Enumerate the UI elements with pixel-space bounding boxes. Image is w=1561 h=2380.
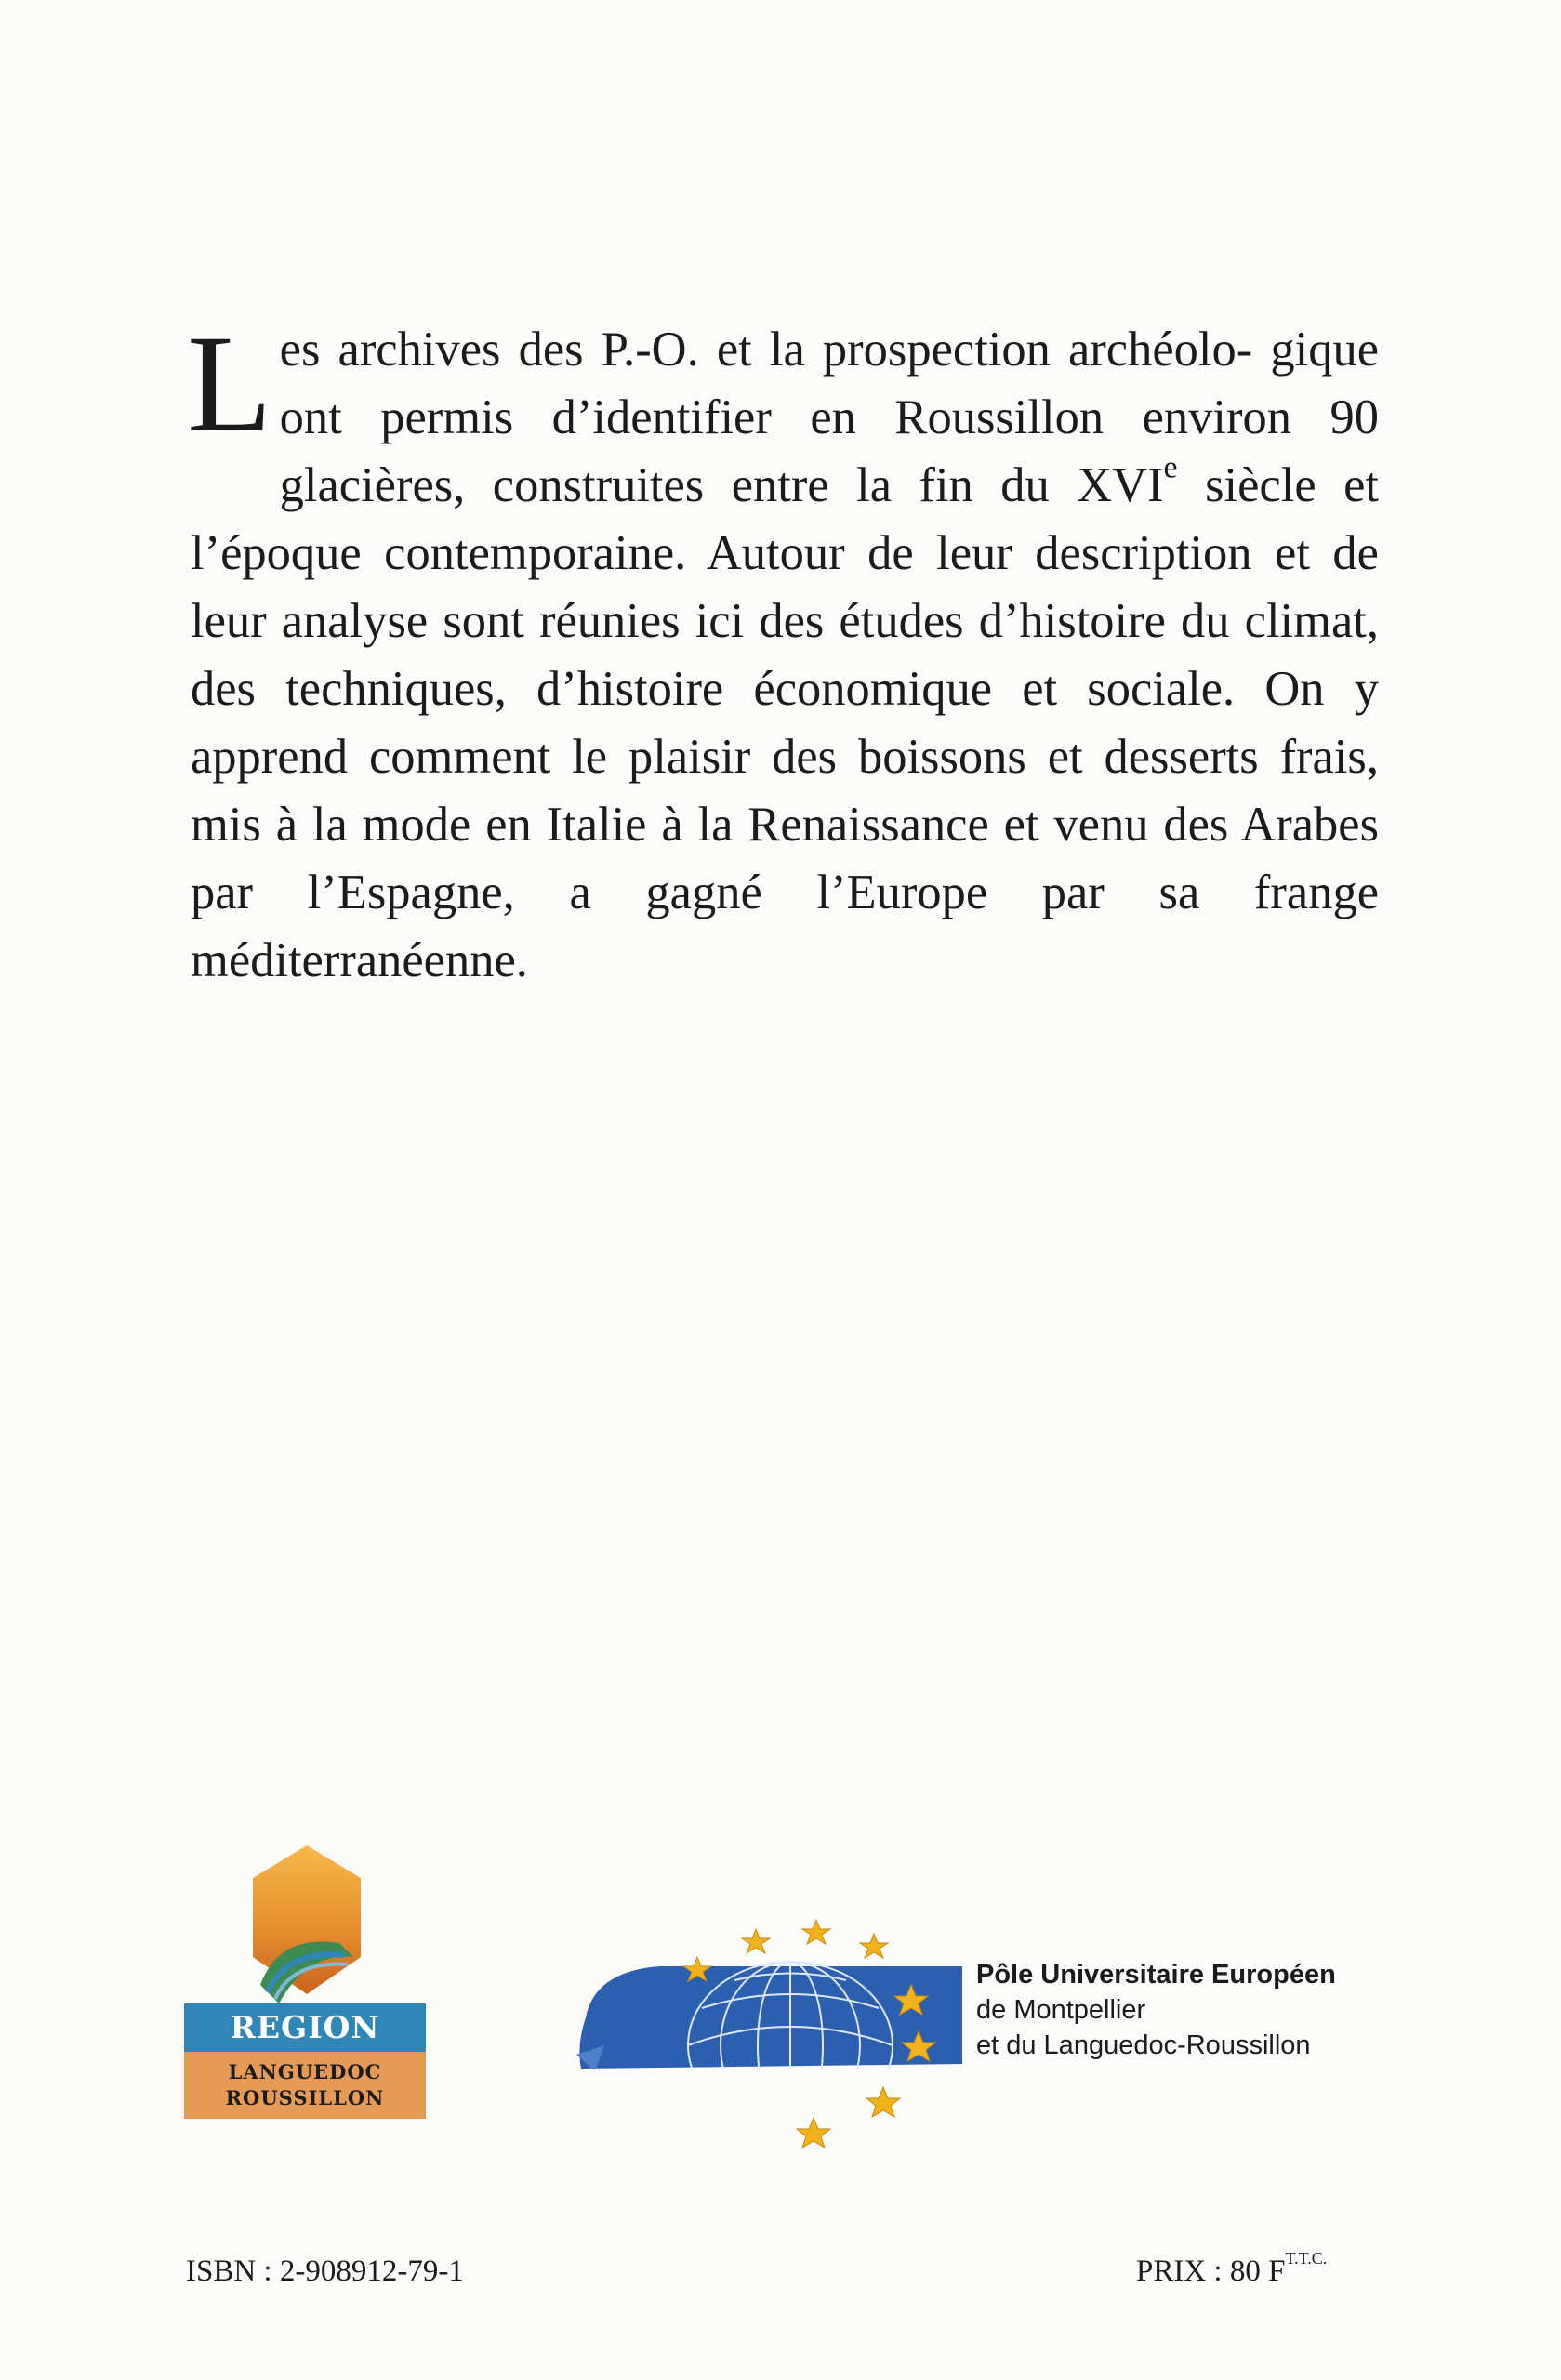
isbn: ISBN : 2-908912-79-1 bbox=[186, 2254, 464, 2288]
price-label: PRIX : 80 F bbox=[1136, 2254, 1286, 2288]
pole-universitaire-text bbox=[976, 1957, 1336, 2063]
region-line-1: LANGUEDOC bbox=[228, 2060, 382, 2083]
price-tax-suffix: T.T.C. bbox=[1285, 2249, 1328, 2268]
pole-line-1: Pôle Universitaire Européen bbox=[976, 1960, 1336, 1990]
blurb-text bbox=[187, 307, 1380, 995]
region-title: REGION bbox=[184, 2003, 426, 2052]
blurb-line-3a: 90 glacières, construites entre la fin du XVI bbox=[279, 390, 1379, 512]
blurb-line-3b: siècle et bbox=[1177, 458, 1379, 512]
region-languedoc-roussillon-logo bbox=[184, 1845, 428, 2124]
hexagon-emblem-icon bbox=[251, 1845, 363, 2008]
price bbox=[1136, 2249, 1328, 2289]
region-subtitle bbox=[184, 2052, 426, 2119]
blurb-line-1: es archives des P.-O. et la prospection archéolo- bbox=[279, 323, 1253, 377]
pole-universitaire-logo bbox=[576, 1906, 967, 2148]
century-superscript: e bbox=[1163, 450, 1178, 485]
blurb-line-2: gique ont permis d’identifier en Roussillon environ bbox=[279, 323, 1380, 444]
blurb-paragraph bbox=[191, 316, 1379, 995]
pole-line-2: de Montpellier bbox=[976, 1995, 1146, 2025]
pole-line-3: et du Languedoc-Roussillon bbox=[976, 2030, 1311, 2060]
globe-stars-icon bbox=[576, 1906, 967, 2148]
region-line-2: ROUSSILLON bbox=[225, 2086, 385, 2109]
blurb-rest: l’époque contemporaine. Autour de leur description et de leur analyse sont réunies ici des études d’histoire du climat, des techniques, d’histoire économique et sociale. On y apprend comment le plaisir des boissons et desserts frais, mis à la mode en Italie à la Renaissance et venu des Arabes par l’Espagne, a gagné l’Europe par sa frange méditerranéenne. bbox=[191, 526, 1379, 987]
drop-cap: L bbox=[187, 307, 272, 461]
